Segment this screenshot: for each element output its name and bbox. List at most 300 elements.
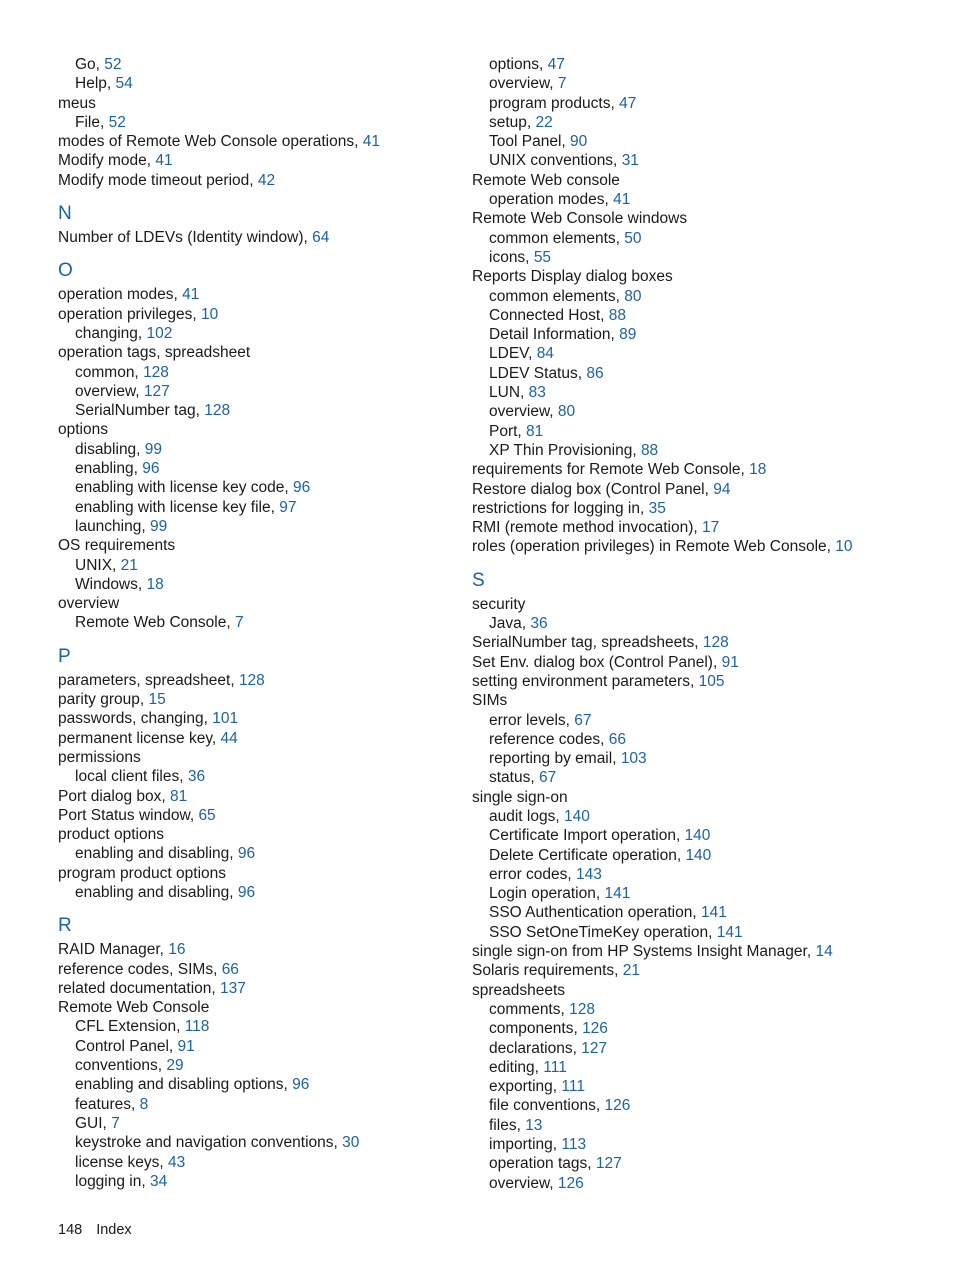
index-subentry: [58, 1056, 458, 1075]
page-link[interactable]: 88: [608, 306, 627, 324]
index-subentry: [58, 382, 458, 401]
index-entry: [472, 267, 932, 286]
index-entry: [58, 748, 458, 767]
page-link[interactable]: 88: [640, 441, 659, 459]
page-link[interactable]: 41: [182, 286, 200, 304]
page-link[interactable]: 21: [622, 962, 641, 980]
page-link[interactable]: 128: [204, 402, 231, 420]
index-subentry: [472, 1116, 932, 1135]
page-link[interactable]: 64: [312, 229, 330, 247]
index-subentry: [58, 478, 458, 497]
page-link[interactable]: 44: [220, 729, 238, 747]
page-link[interactable]: 15: [148, 691, 166, 709]
page-link[interactable]: 128: [702, 634, 729, 652]
index-entry: [472, 537, 932, 556]
index-letter-heading: P: [58, 645, 71, 667]
index-term: spreadsheets: [472, 981, 566, 999]
index-entry: [58, 940, 458, 959]
index-term: common elements,: [489, 287, 625, 305]
page-link[interactable]: 66: [221, 960, 239, 978]
index-term: editing,: [489, 1058, 544, 1076]
index-subentry: [58, 459, 458, 478]
page-link[interactable]: 127: [595, 1155, 622, 1173]
page-link[interactable]: 67: [538, 769, 557, 787]
page-link[interactable]: 128: [238, 671, 265, 689]
index-subentry: [58, 363, 458, 382]
index-term: overview,: [489, 75, 558, 93]
index-entry: [58, 979, 458, 998]
page-link[interactable]: 102: [146, 324, 173, 342]
index-term: operation tags, spreadsheet: [58, 344, 251, 362]
index-term: product options: [58, 826, 164, 844]
index-entry: [472, 788, 932, 807]
index-term: Connected Host,: [489, 306, 609, 324]
page-link[interactable]: 81: [170, 787, 188, 805]
index-term: enabling with license key file,: [75, 498, 280, 516]
index-entry: [472, 981, 932, 1000]
index-entry: [58, 132, 458, 151]
index-term: SerialNumber tag, spreadsheets,: [472, 634, 703, 652]
index-term: Control Panel,: [75, 1037, 178, 1055]
index-term: Detail Information,: [489, 326, 620, 344]
page-link[interactable]: 41: [362, 133, 380, 151]
index-entry: [58, 671, 458, 690]
index-term: features,: [75, 1095, 140, 1113]
index-subentry: [58, 575, 458, 594]
index-term: related documentation,: [58, 979, 220, 997]
page-link[interactable]: 126: [604, 1097, 631, 1115]
index-subentry: [472, 1154, 932, 1173]
page-link[interactable]: 7: [111, 1114, 120, 1132]
index-subentry: [58, 498, 458, 517]
page-link[interactable]: 80: [557, 403, 576, 421]
page-link[interactable]: 99: [144, 440, 163, 458]
page-link[interactable]: 42: [257, 171, 276, 189]
index-entry: [472, 171, 932, 190]
index-subentry: [58, 1017, 458, 1036]
page-link[interactable]: 81: [526, 422, 544, 440]
index-term: requirements for Remote Web Console,: [472, 461, 750, 479]
index-term: SIMs: [472, 692, 508, 710]
index-subentry: [58, 74, 458, 93]
index-subentry: [472, 1000, 932, 1019]
index-term: local client files,: [75, 768, 188, 786]
index-term: meus: [58, 94, 96, 112]
index-term: Solaris requirements,: [472, 962, 623, 980]
page-link[interactable]: 111: [543, 1058, 567, 1076]
index-term: Remote Web Console windows: [472, 210, 688, 228]
index-entry: [472, 633, 932, 652]
index-term: error levels,: [489, 711, 575, 729]
page-link[interactable]: 10: [201, 305, 219, 323]
index-subentry: [472, 1174, 932, 1193]
page-link[interactable]: 41: [155, 152, 173, 170]
index-subentry: [472, 74, 932, 93]
index-letter-heading: R: [58, 915, 72, 937]
page-link[interactable]: 65: [198, 806, 216, 824]
index-term: Delete Certificate operation,: [489, 846, 686, 864]
index-term: operation modes,: [58, 286, 183, 304]
page-link[interactable]: 143: [576, 865, 602, 883]
index-term: Remote Web Console,: [75, 614, 235, 632]
index-term: Port Status window,: [58, 806, 199, 824]
index-term: Windows,: [75, 575, 147, 593]
index-entry: [58, 787, 458, 806]
index-letter-heading: O: [58, 260, 73, 282]
index-term: passwords, changing,: [58, 710, 213, 728]
page-link[interactable]: 55: [533, 248, 552, 266]
index-term: overview: [58, 595, 120, 613]
page-link[interactable]: 140: [684, 827, 711, 845]
page-link[interactable]: 16: [168, 941, 186, 959]
index-term: enabling,: [75, 460, 143, 478]
index-term: common elements,: [489, 229, 625, 247]
page-link[interactable]: 47: [619, 94, 637, 112]
page-link[interactable]: 17: [702, 519, 720, 537]
footer-page-number: 148: [58, 1222, 83, 1238]
page-link[interactable]: 31: [621, 152, 639, 170]
index-term: files,: [489, 1116, 526, 1134]
index-term: Login operation,: [489, 885, 605, 903]
index-subentry: [58, 1172, 458, 1191]
index-entry: [472, 480, 932, 499]
index-subentry: [472, 441, 932, 460]
index-entry: [58, 228, 458, 247]
index-subentry: [472, 151, 932, 170]
index-subentry: [472, 614, 932, 633]
index-entry: [58, 960, 458, 979]
index-subentry: [58, 1133, 458, 1152]
index-entry: [58, 998, 458, 1017]
index-term: SSO SetOneTimeKey operation,: [489, 923, 717, 941]
page-link[interactable]: 18: [146, 575, 164, 593]
index-term: comments,: [489, 1000, 570, 1018]
page-link[interactable]: 8: [139, 1095, 149, 1113]
page-link[interactable]: 13: [525, 1116, 543, 1134]
index-subentry: [472, 1077, 932, 1096]
page-link[interactable]: 80: [624, 287, 642, 305]
index-term: XP Thin Provisioning,: [489, 441, 641, 459]
page-link[interactable]: 141: [604, 885, 631, 903]
index-entry: [58, 709, 458, 728]
index-subentry: [472, 1096, 932, 1115]
index-term: options,: [489, 56, 548, 73]
index-term: security: [472, 595, 526, 613]
page-link[interactable]: 91: [721, 653, 739, 671]
index-term: parameters, spreadsheet,: [58, 671, 239, 689]
index-term: Reports Display dialog boxes: [472, 268, 673, 286]
index-subentry: [58, 556, 458, 575]
index-subentry: [472, 884, 932, 903]
index-subentry: [472, 248, 932, 267]
page-link[interactable]: 36: [530, 615, 548, 633]
index-term: file conventions,: [489, 1097, 605, 1115]
index-term: roles (operation privileges) in Remote Web Console,: [472, 538, 836, 556]
index-term: LDEV Status,: [489, 364, 587, 382]
index-term: Modify mode timeout period,: [58, 171, 258, 189]
page-link[interactable]: 127: [143, 382, 170, 400]
index-subentry: [58, 883, 458, 902]
index-subentry: [58, 1095, 458, 1114]
page-link[interactable]: 43: [168, 1153, 186, 1171]
index-term: enabling and disabling,: [75, 845, 238, 863]
index-term: reference codes, SIMs,: [58, 960, 222, 978]
index-entry: [58, 151, 458, 170]
index-subentry: [58, 401, 458, 420]
page-link[interactable]: 94: [713, 480, 731, 498]
page-link[interactable]: 30: [342, 1134, 360, 1152]
index-subentry: [472, 344, 932, 363]
page-link[interactable]: 41: [613, 191, 631, 209]
index-term: single sign-on: [472, 788, 568, 806]
index-entry: [472, 209, 932, 228]
index-term: Tool Panel,: [489, 133, 570, 151]
index-subentry: [472, 306, 932, 325]
index-term: Java,: [489, 615, 531, 633]
index-subentry: [472, 1135, 932, 1154]
index-term: enabling and disabling,: [75, 883, 238, 901]
index-subentry: [472, 749, 932, 768]
index-term: permissions: [58, 748, 141, 766]
page-link[interactable]: 126: [557, 1174, 584, 1192]
page-link[interactable]: 54: [115, 75, 133, 93]
page-link[interactable]: 10: [835, 538, 853, 556]
page-link[interactable]: 83: [528, 384, 546, 402]
page-link[interactable]: 14: [815, 943, 833, 961]
index-subentry: [58, 324, 458, 343]
page-link[interactable]: 7: [234, 614, 244, 632]
page-link[interactable]: 96: [292, 1076, 310, 1094]
page-link[interactable]: 97: [279, 498, 297, 516]
index-term: LUN,: [489, 384, 529, 402]
index-subentry: [472, 865, 932, 884]
index-subentry: [58, 113, 458, 132]
index-term: program products,: [489, 94, 620, 112]
page-link[interactable]: 118: [184, 1018, 210, 1036]
index-subentry: [472, 846, 932, 865]
page-link[interactable]: 96: [142, 460, 160, 478]
page-link[interactable]: 67: [574, 711, 592, 729]
index-subentry: [472, 1019, 932, 1038]
index-subentry: [58, 1075, 458, 1094]
index-entry: [472, 691, 932, 710]
index-entry: [58, 343, 458, 362]
index-subentry: [472, 711, 932, 730]
index-subentry: [472, 325, 932, 344]
index-term: operation modes,: [489, 191, 614, 209]
page-footer: [58, 1222, 132, 1238]
page-link[interactable]: 84: [536, 345, 554, 363]
index-term: File,: [75, 113, 109, 131]
index-term: program product options: [58, 864, 227, 882]
index-term: GUI,: [75, 1114, 112, 1132]
index-column-left: [58, 55, 458, 1191]
index-entry: [58, 420, 458, 439]
page-link[interactable]: 96: [237, 845, 256, 863]
page-link[interactable]: 128: [143, 363, 169, 381]
index-term: components,: [489, 1020, 583, 1038]
index-term: OS requirements: [58, 537, 176, 555]
index-term: common,: [75, 363, 144, 381]
index-term: Port dialog box,: [58, 787, 171, 805]
index-entry: [58, 171, 458, 190]
index-entry: [58, 825, 458, 844]
index-term: conventions,: [75, 1057, 167, 1075]
index-subentry: [58, 1114, 458, 1133]
index-subentry: [472, 903, 932, 922]
index-subentry: [472, 132, 932, 151]
index-subentry: [58, 844, 458, 863]
page-link[interactable]: 90: [570, 133, 588, 151]
index-subentry: [472, 94, 932, 113]
index-term: Go,: [75, 56, 105, 73]
index-term: Remote Web console: [472, 171, 620, 189]
index-subentry: [472, 364, 932, 383]
page-link[interactable]: 127: [581, 1039, 608, 1057]
page-link[interactable]: 29: [166, 1057, 184, 1075]
page-link[interactable]: 52: [104, 56, 122, 73]
index-term: reference codes,: [489, 730, 609, 748]
index-term: Port,: [489, 422, 527, 440]
index-subentry: [58, 1153, 458, 1172]
page-link[interactable]: 50: [624, 229, 642, 247]
index-entry: [58, 94, 458, 113]
page-link[interactable]: 126: [582, 1020, 608, 1038]
index-term: operation privileges,: [58, 305, 202, 323]
index-subentry: [472, 1039, 932, 1058]
page-link[interactable]: 99: [149, 517, 168, 535]
index-subentry: [58, 517, 458, 536]
index-entry: [472, 653, 932, 672]
index-term: declarations,: [489, 1039, 582, 1057]
page-link[interactable]: 7: [557, 75, 567, 93]
index-term: changing,: [75, 324, 147, 342]
index-entry: [472, 499, 932, 518]
index-subentry: [472, 923, 932, 942]
page-link[interactable]: 21: [120, 556, 138, 574]
page-link[interactable]: 140: [563, 807, 590, 825]
index-entry: [58, 729, 458, 748]
index-term: CFL Extension,: [75, 1018, 185, 1036]
index-term: launching,: [75, 517, 150, 535]
index-term: keystroke and navigation conventions,: [75, 1134, 343, 1152]
index-term: LDEV,: [489, 345, 537, 363]
index-term: icons,: [489, 248, 534, 266]
index-term: enabling with license key code,: [75, 479, 293, 497]
index-subentry: [472, 287, 932, 306]
index-entry: [472, 595, 932, 614]
index-subentry: [58, 613, 458, 632]
index-term: permanent license key,: [58, 729, 221, 747]
index-term: enabling and disabling options,: [75, 1076, 293, 1094]
index-term: RAID Manager,: [58, 941, 169, 959]
index-entry: [472, 518, 932, 537]
page-link[interactable]: 35: [648, 499, 666, 517]
page-link[interactable]: 141: [700, 904, 727, 922]
page-link[interactable]: 137: [220, 979, 246, 997]
index-term: overview,: [489, 1174, 558, 1192]
page-link[interactable]: 91: [177, 1037, 195, 1055]
index-term: error codes,: [489, 865, 577, 883]
index-entry: [472, 460, 932, 479]
page-link[interactable]: 52: [108, 113, 126, 131]
index-subentry: [58, 55, 458, 74]
index-subentry: [472, 807, 932, 826]
page-link[interactable]: 96: [293, 479, 311, 497]
page-link[interactable]: 22: [535, 113, 553, 131]
page-link[interactable]: 141: [716, 923, 743, 941]
index-entry: [472, 961, 932, 980]
page-link[interactable]: 66: [608, 730, 627, 748]
index-subentry: [58, 767, 458, 786]
page-link[interactable]: 101: [212, 710, 239, 728]
index-term: RMI (remote method invocation),: [472, 519, 703, 537]
index-term: options: [58, 421, 108, 439]
index-entry: [58, 594, 458, 613]
index-term: UNIX,: [75, 556, 121, 574]
index-term: overview,: [75, 382, 144, 400]
index-subentry: [472, 768, 932, 787]
page-link[interactable]: 113: [561, 1136, 587, 1154]
index-term: setting environment parameters,: [472, 672, 699, 690]
index-term: modes of Remote Web Console operations,: [58, 133, 363, 151]
page-link[interactable]: 140: [685, 846, 712, 864]
index-letter-heading: S: [472, 569, 485, 591]
index-term: importing,: [489, 1136, 562, 1154]
index-term: Number of LDEVs (Identity window),: [58, 229, 313, 247]
page-link[interactable]: 34: [149, 1172, 168, 1190]
index-entry: [58, 305, 458, 324]
index-subentry: [472, 55, 932, 74]
index-term: reporting by email,: [489, 750, 621, 768]
page-link[interactable]: 111: [561, 1078, 585, 1096]
page-link[interactable]: 103: [620, 750, 647, 768]
index-term: operation tags,: [489, 1155, 596, 1173]
index-term: logging in,: [75, 1172, 150, 1190]
page-link[interactable]: 36: [187, 768, 206, 786]
index-term: Remote Web Console: [58, 999, 210, 1017]
index-term: restrictions for logging in,: [472, 499, 649, 517]
index-term: Restore dialog box (Control Panel,: [472, 480, 714, 498]
index-subentry: [472, 113, 932, 132]
page-link[interactable]: 18: [749, 461, 767, 479]
index-entry: [58, 285, 458, 304]
index-entry: [472, 672, 932, 691]
index-column-right: [472, 55, 932, 1193]
index-term: Help,: [75, 75, 116, 93]
index-entry: [58, 864, 458, 883]
index-subentry: [472, 229, 932, 248]
index-subentry: [58, 1037, 458, 1056]
index-term: disabling,: [75, 440, 145, 458]
index-term: parity group,: [58, 691, 149, 709]
index-subentry: [472, 730, 932, 749]
page-link[interactable]: 128: [569, 1000, 595, 1018]
index-subentry: [472, 1058, 932, 1077]
page-link[interactable]: 86: [586, 364, 604, 382]
index-letter-heading: N: [58, 203, 72, 225]
page-link[interactable]: 96: [237, 883, 256, 901]
index-entry: [58, 806, 458, 825]
page-link[interactable]: 47: [547, 56, 565, 73]
index-term: status,: [489, 769, 539, 787]
index-term: audit logs,: [489, 807, 564, 825]
index-term: overview,: [489, 403, 558, 421]
index-term: SerialNumber tag,: [75, 402, 205, 420]
page-link[interactable]: 89: [619, 326, 637, 344]
index-term: setup,: [489, 113, 536, 131]
page-link[interactable]: 105: [698, 672, 725, 690]
